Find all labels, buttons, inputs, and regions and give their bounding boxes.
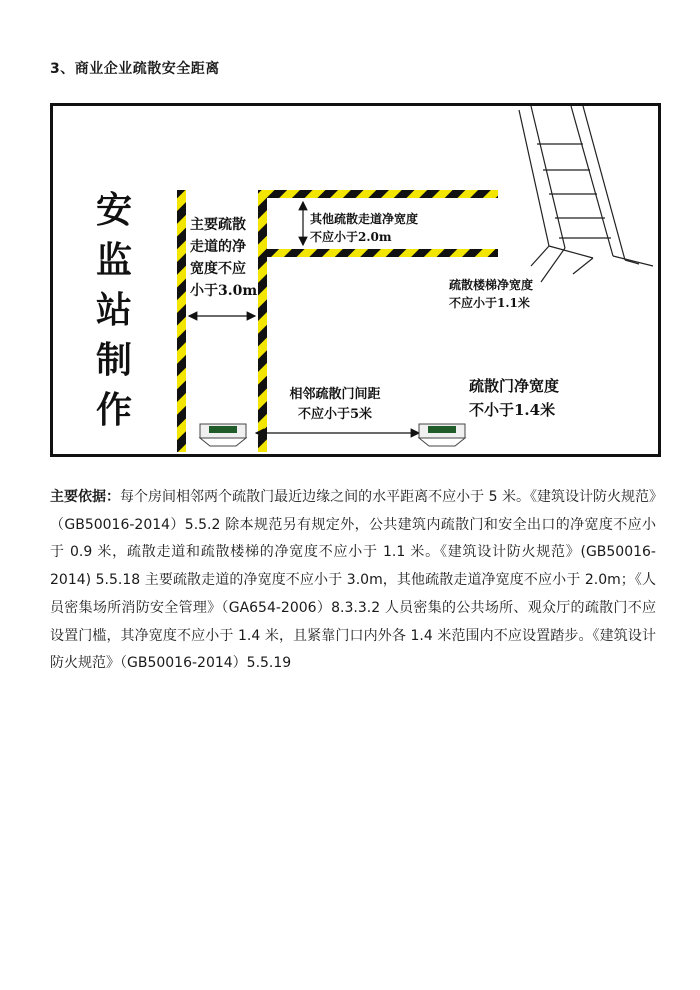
hazard-stripe-top	[258, 190, 498, 198]
basis-label: 主要依据：	[50, 489, 121, 505]
door-gap-label: 相邻疏散门间距 不应小于5米	[289, 387, 381, 422]
door-left	[200, 424, 246, 446]
stairs-label: 疏散楼梯净宽度 不应小于1.1米	[449, 278, 534, 310]
door-width-label: 疏散门净宽度 不小于1.4米	[469, 377, 560, 419]
section-heading: 3、商业企业疏散安全距离	[50, 61, 220, 77]
hazard-stripe-left	[177, 190, 186, 452]
main-corridor-label: 主要疏散 走道的净 宽度不应 小于3.0m	[190, 217, 258, 299]
hazard-stripe-branch	[258, 249, 498, 257]
door-right	[419, 424, 465, 446]
evacuation-diagram	[50, 103, 661, 457]
basis-text: 每个房间相邻两个疏散门最近边缘之间的水平距离不应小于 5 米。《建筑设计防火规范》（GB50016-2014）5.5.2 除本规范另有规定外，公共建筑内疏散门和安全出口的净宽度不应小于 0.9 米，疏散走道和疏散楼梯的净宽度不应小于 1.1 米。《建筑设计防火规范》(GB50016-2014) 5.5.18 主要疏散走道的净宽度不应小于 3.0m，其他疏散走道净宽度不应小于 2.0m；《人员密集场所消防安全管理》（GA654-2006）8.3.3.2 人员密集的公共场所、观众厅的疏散门不应设置门槛，其净宽度不应小于 1.4 米，且紧靠门口内外各 1.4 米范围内不应设置踏步。《建筑设计防火规范》（GB50016-2014）5.5.19	[50, 489, 657, 672]
stamp-text: 安 监 站 制 作	[95, 190, 132, 431]
basis-paragraph	[50, 484, 656, 678]
staircase-drawing	[519, 106, 653, 282]
other-corridor-label: 其他疏散走道净宽度 不应小于2.0m	[310, 212, 419, 244]
